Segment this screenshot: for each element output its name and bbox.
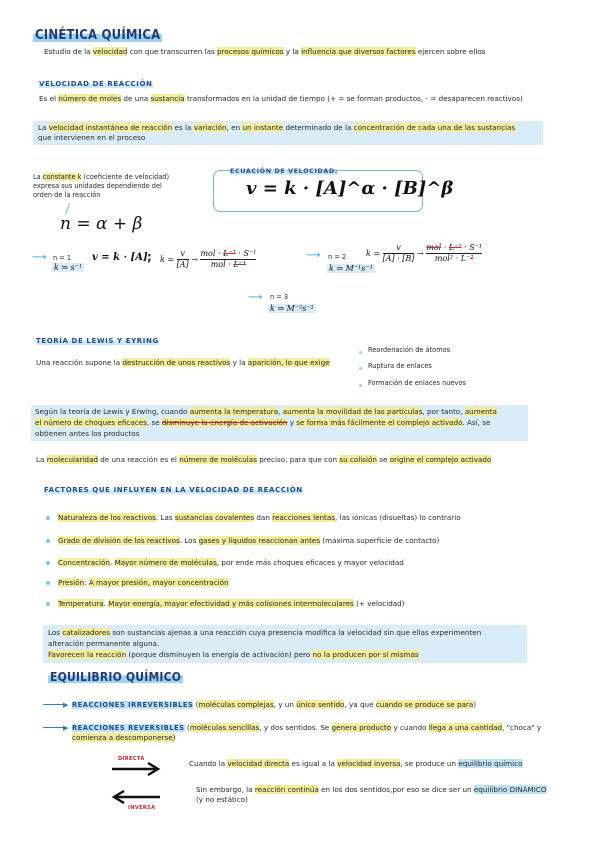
ecuacion-label: ECUACIÓN DE VELOCIDAD: [230,167,338,175]
section-heading-lewis: TEORÍA DE LEWIS Y EYRING [36,337,159,345]
lewis-box: Según la teoría de Lewis y Erwing, cuando aumenta la temperatura, aumenta la movilidad de las partículas, por tanto, aumenta el número de choques eficaces, se disminuye la energía de activación y se forma más fácilmente el complejo activado. Así, se obtienen antes los productos [31,405,528,441]
factor-item: Concentración. Mayor número de moléculas, por ende más choques eficaces y mayor velocidad [58,558,404,567]
section-heading-factores: FACTORES QUE INFLUYEN EN LA VELOCIDAD DE REACCIÓN [44,486,303,494]
molecularidad-text: La molecularidad de una reacción es el número de moléculas preciso, para que con su colisión se origine el complejo activado [36,455,492,464]
velocidad-definition: Es el número de moles de una sustancia transformados en la unidad de tiempo (+ = se forman productos, - = desaparecen reactivos) [39,94,523,103]
factor-item: Naturaleza de los reactivos. Las sustancias covalentes dan reacciones lentas, las iónicas (disueltas) lo contrario [58,513,461,522]
bullet-icon [46,561,50,565]
arrow-head-icon: ▶ [63,701,69,709]
arrow-icon: ⟶ [306,250,321,261]
factor-item: Presión: A mayor presión, mayor concentración [58,578,229,587]
equilibrio-title: EQUILIBRIO QUÍMICO [50,670,182,684]
factor-item: Grado de división de los reactivos. Los gases y líquidos reaccionan antes (máxima superficie de contacto) [58,536,440,545]
order-2-units: k ⇒ M⁻¹s⁻¹ [329,264,373,273]
lewis-text: Una reacción supone la destrucción de unos reactivos y la aparición, lo que exige [36,358,330,367]
catalizadores-box: Los catalizadores son sustancias ajenas a una reacción cuya presencia modifica la velocidad sin que ellas experimenten alteración permanente alguna. Favorecen la reacción (porque disminuyen la energía de activación) pero no la producen por sí mismas [43,625,527,663]
lewis-bullet-3: Formación de enlaces nuevos [368,379,466,387]
arrow-icon: ⟶ [248,292,263,303]
right-arrow-icon [110,762,162,776]
inversa-label: INVERSA [128,805,156,811]
order-2-label: n = 2 [328,253,347,261]
orden-formula: n = α + β [60,214,143,234]
order-1-derivation: k = $\frac{v}{[A]}$ → mol · L⁻¹ · S⁻¹ mol · L⁻¹ [160,249,257,269]
equilibrio-text-3: (y no estático) [196,795,248,804]
left-arrow-icon [110,790,162,804]
section-heading-velocidad: VELOCIDAD DE REACCIÓN [39,80,153,88]
bullet-icon [359,367,362,370]
order-3-label: n = 3 [270,293,289,301]
bullet-icon [359,351,362,354]
order-1-units: k ⇒ s⁻¹ [54,263,83,272]
reversibles-text-line2: comienza a descomponerse) [72,733,176,742]
irreversibles-text: REACCIONES IRREVERSIBLES (moléculas complejas, y un único sentido, ya que cuando se produce se para) [72,700,477,709]
bullet-icon [46,539,50,543]
directa-label: DIRECTA [118,756,145,762]
reversibles-text: REACCIONES REVERSIBLES (moléculas sencillas, y dos sentidos. Se genera producto y cuando llega a una cantidad, "choca" y [72,723,542,732]
bullet-icon [46,602,50,606]
separator-semicolon: ; [147,250,152,264]
order-2-derivation: k = $\frac{v}{[A] \cdot [B]}$ → mol · L⁻¹ · S⁻¹ mol² · L⁻² [366,243,483,263]
lewis-bullet-1: Reordenación de átomos [368,346,451,354]
arrow-head-icon: ▶ [63,724,69,732]
factor-item: Temperatura. Mayor energía, mayor efectividad y más colisiones intermoleculares (+ velocidad) [58,599,405,608]
velocidad-instantanea-box: La velocidad instantánea de reacción es la variación, en un instante determinado de la concentración de cada una de las sustancias que intervienen en el proceso [33,121,543,145]
ecuacion-formula: v = k · [A]^α · [B]^β [246,178,454,199]
bullet-icon [46,581,50,585]
constante-k-note: La constante k (coeficiente de velocidad) expresa sus unidades dependiendo del orden de la reacción [33,173,170,199]
bullet-icon [359,384,362,387]
intro-text: Estudio de la velocidad con que transcurren las procesos químicos y la influencia que diversos factores ejercen sobre ellos [44,47,486,56]
bullet-icon [46,516,50,520]
order-1-equation: v = k · [A] [92,252,148,263]
equilibrio-text-2: Sin embargo, la reacción continúa en los dos sentidos,por eso se dice ser un equilibrio DINÁMICO [196,785,547,794]
arrow-icon: ⟶ [32,252,47,263]
page-title: CINÉTICA QUÍMICA [35,28,161,43]
lewis-bullet-2: Ruptura de enlaces [368,362,432,370]
order-1-label: n = 1 [53,254,72,262]
equilibrio-text-1: Cuando la velocidad directa es igual a la velocidad inversa, se produce un equilibrio químico [189,759,523,768]
order-3-units: k ⇒ M⁻²s⁻¹ [270,304,314,313]
